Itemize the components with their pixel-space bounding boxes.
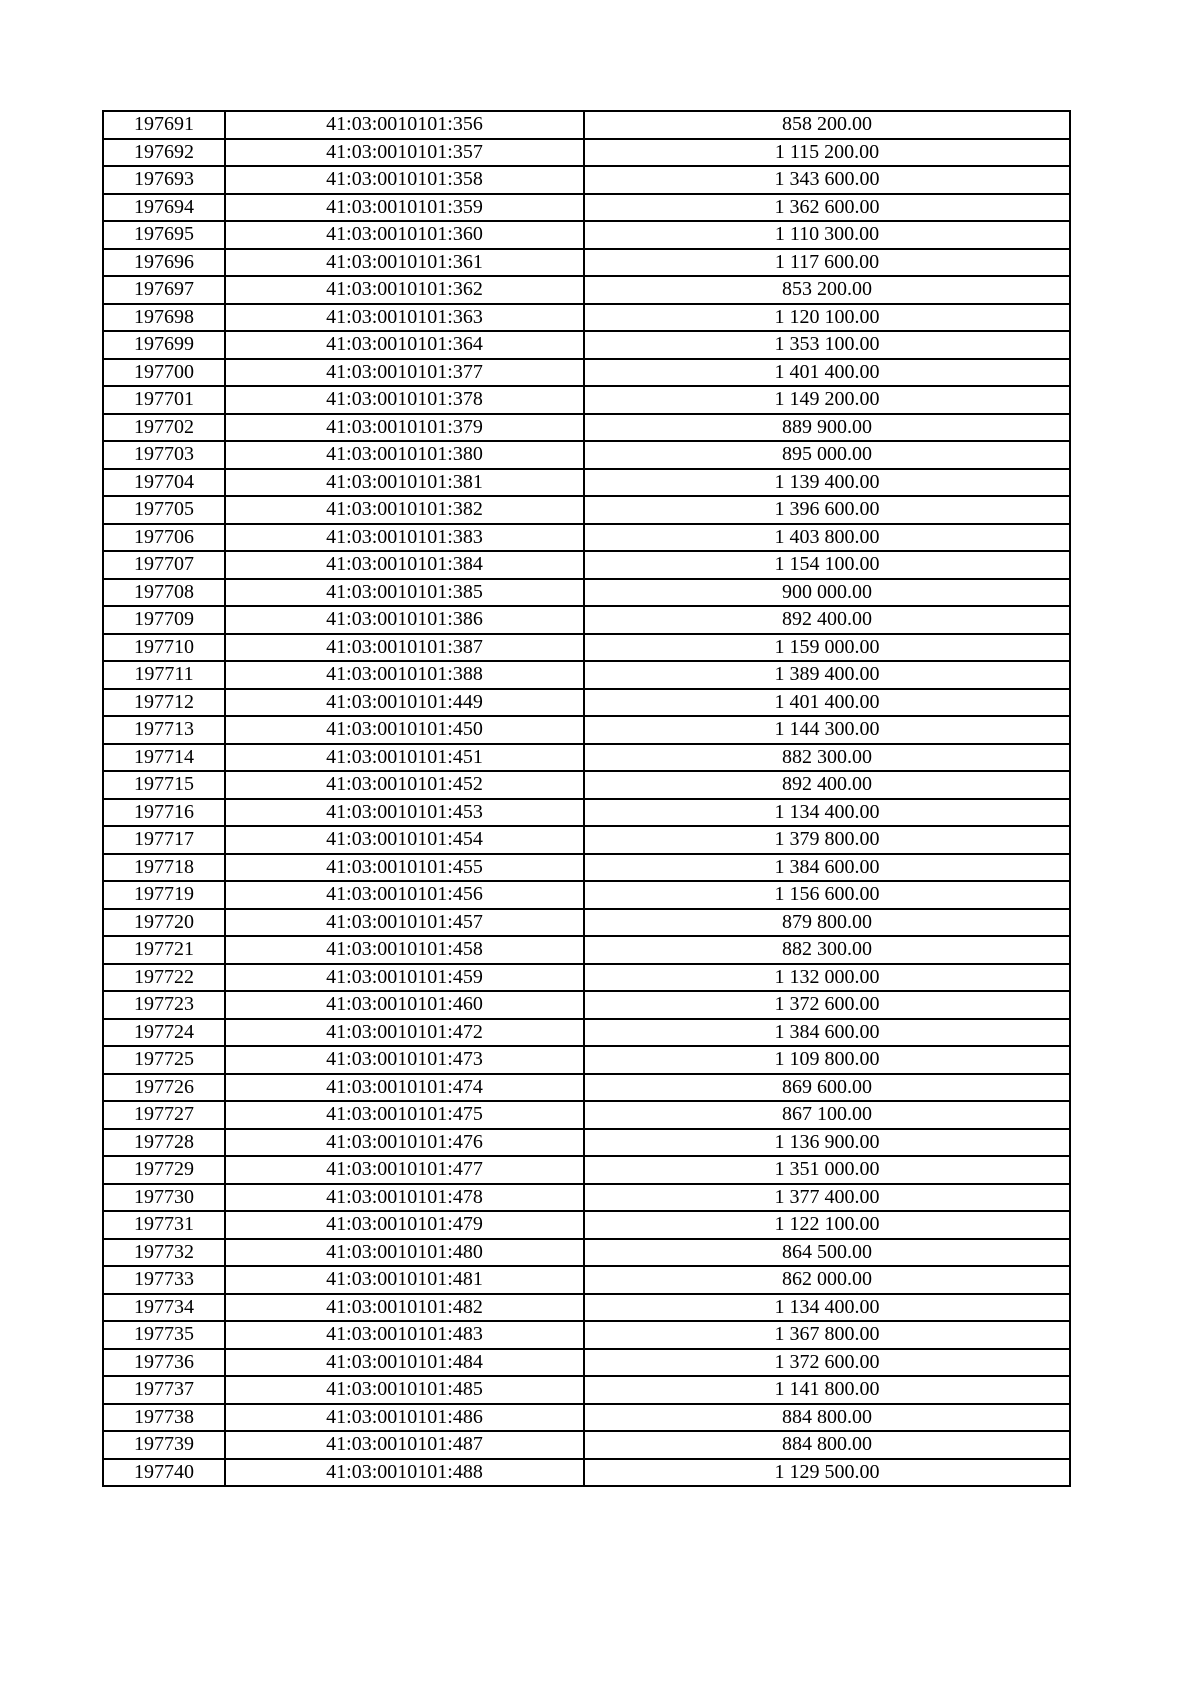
cadastral-number-cell: 41:03:0010101:449: [225, 689, 584, 717]
cadastral-number-cell: 41:03:0010101:453: [225, 799, 584, 827]
row-number-cell: 197722: [103, 964, 225, 992]
cadastral-number-cell: 41:03:0010101:363: [225, 304, 584, 332]
table-row: [103, 221, 1070, 249]
cadastral-number-cell: 41:03:0010101:483: [225, 1321, 584, 1349]
cadastral-number-cell: 41:03:0010101:481: [225, 1266, 584, 1294]
cadastral-number-cell: 41:03:0010101:378: [225, 386, 584, 414]
cadastral-value-cell: 1 351 000.00: [584, 1156, 1070, 1184]
cadastral-value-cell: 858 200.00: [584, 111, 1070, 139]
cadastral-value-cell: 1 149 200.00: [584, 386, 1070, 414]
cadastral-number-cell: 41:03:0010101:472: [225, 1019, 584, 1047]
row-number-cell: 197703: [103, 441, 225, 469]
row-number-cell: 197693: [103, 166, 225, 194]
row-number-cell: 197721: [103, 936, 225, 964]
row-number-cell: 197691: [103, 111, 225, 139]
cadastral-number-cell: 41:03:0010101:360: [225, 221, 584, 249]
cadastral-number-cell: 41:03:0010101:456: [225, 881, 584, 909]
cadastral-number-cell: 41:03:0010101:488: [225, 1459, 584, 1487]
row-number-cell: 197720: [103, 909, 225, 937]
cadastral-number-cell: 41:03:0010101:385: [225, 579, 584, 607]
cadastral-value-cell: 1 136 900.00: [584, 1129, 1070, 1157]
cadastral-value-cell: 900 000.00: [584, 579, 1070, 607]
table-row: [103, 1239, 1070, 1267]
table-row: [103, 606, 1070, 634]
table-row: [103, 1074, 1070, 1102]
cadastral-value-cell: 1 159 000.00: [584, 634, 1070, 662]
cadastral-number-cell: 41:03:0010101:480: [225, 1239, 584, 1267]
cadastral-value-cell: 1 132 000.00: [584, 964, 1070, 992]
cadastral-value-cell: 1 377 400.00: [584, 1184, 1070, 1212]
row-number-cell: 197726: [103, 1074, 225, 1102]
cadastral-number-cell: 41:03:0010101:479: [225, 1211, 584, 1239]
row-number-cell: 197695: [103, 221, 225, 249]
table-row: [103, 359, 1070, 387]
cadastral-value-cell: 1 141 800.00: [584, 1376, 1070, 1404]
row-number-cell: 197710: [103, 634, 225, 662]
row-number-cell: 197709: [103, 606, 225, 634]
cadastral-value-cell: 1 109 800.00: [584, 1046, 1070, 1074]
cadastral-number-cell: 41:03:0010101:359: [225, 194, 584, 222]
cadastral-number-cell: 41:03:0010101:388: [225, 661, 584, 689]
row-number-cell: 197711: [103, 661, 225, 689]
cadastral-value-cell: 1 401 400.00: [584, 689, 1070, 717]
cadastral-number-cell: 41:03:0010101:384: [225, 551, 584, 579]
row-number-cell: 197713: [103, 716, 225, 744]
cadastral-value-cell: 1 401 400.00: [584, 359, 1070, 387]
table-body: [103, 111, 1070, 1486]
cadastral-number-cell: 41:03:0010101:484: [225, 1349, 584, 1377]
table-row: [103, 1459, 1070, 1487]
cadastral-number-cell: 41:03:0010101:485: [225, 1376, 584, 1404]
table-row: [103, 579, 1070, 607]
table-row: [103, 441, 1070, 469]
cadastral-number-cell: 41:03:0010101:486: [225, 1404, 584, 1432]
cadastral-value-cell: 889 900.00: [584, 414, 1070, 442]
row-number-cell: 197718: [103, 854, 225, 882]
table-row: [103, 881, 1070, 909]
table-row: [103, 276, 1070, 304]
row-number-cell: 197727: [103, 1101, 225, 1129]
row-number-cell: 197740: [103, 1459, 225, 1487]
row-number-cell: 197697: [103, 276, 225, 304]
row-number-cell: 197702: [103, 414, 225, 442]
cadastral-value-cell: 1 117 600.00: [584, 249, 1070, 277]
table-row: [103, 524, 1070, 552]
cadastral-value-cell: 867 100.00: [584, 1101, 1070, 1129]
cadastral-value-cell: 1 353 100.00: [584, 331, 1070, 359]
table-row: [103, 854, 1070, 882]
table-row: [103, 304, 1070, 332]
cadastral-number-cell: 41:03:0010101:457: [225, 909, 584, 937]
table-row: [103, 1156, 1070, 1184]
table-row: [103, 194, 1070, 222]
cadastral-value-cell: 1 144 300.00: [584, 716, 1070, 744]
cadastral-value-cell: 853 200.00: [584, 276, 1070, 304]
row-number-cell: 197696: [103, 249, 225, 277]
row-number-cell: 197719: [103, 881, 225, 909]
row-number-cell: 197707: [103, 551, 225, 579]
cadastral-number-cell: 41:03:0010101:454: [225, 826, 584, 854]
table-row: [103, 496, 1070, 524]
row-number-cell: 197733: [103, 1266, 225, 1294]
row-number-cell: 197723: [103, 991, 225, 1019]
table-row: [103, 1321, 1070, 1349]
row-number-cell: 197700: [103, 359, 225, 387]
cadastral-number-cell: 41:03:0010101:377: [225, 359, 584, 387]
cadastral-value-cell: 1 389 400.00: [584, 661, 1070, 689]
cadastral-number-cell: 41:03:0010101:482: [225, 1294, 584, 1322]
cadastral-value-cell: 1 134 400.00: [584, 1294, 1070, 1322]
cadastral-number-cell: 41:03:0010101:459: [225, 964, 584, 992]
table-row: [103, 1211, 1070, 1239]
cadastral-number-cell: 41:03:0010101:450: [225, 716, 584, 744]
cadastral-value-cell: 1 367 800.00: [584, 1321, 1070, 1349]
table-row: [103, 1431, 1070, 1459]
cadastral-number-cell: 41:03:0010101:387: [225, 634, 584, 662]
cadastral-value-cell: 1 134 400.00: [584, 799, 1070, 827]
cadastral-number-cell: 41:03:0010101:380: [225, 441, 584, 469]
cadastral-value-cell: 1 372 600.00: [584, 991, 1070, 1019]
cadastral-number-cell: 41:03:0010101:383: [225, 524, 584, 552]
cadastral-value-cell: 1 384 600.00: [584, 1019, 1070, 1047]
table-row: [103, 331, 1070, 359]
row-number-cell: 197729: [103, 1156, 225, 1184]
table-row: [103, 1376, 1070, 1404]
cadastral-number-cell: 41:03:0010101:458: [225, 936, 584, 964]
row-number-cell: 197736: [103, 1349, 225, 1377]
cadastral-value-cell: 1 120 100.00: [584, 304, 1070, 332]
cadastral-value-cell: 1 122 100.00: [584, 1211, 1070, 1239]
cadastral-value-cell: 1 403 800.00: [584, 524, 1070, 552]
table-row: [103, 909, 1070, 937]
table-row: [103, 689, 1070, 717]
row-number-cell: 197705: [103, 496, 225, 524]
row-number-cell: 197737: [103, 1376, 225, 1404]
cadastral-number-cell: 41:03:0010101:478: [225, 1184, 584, 1212]
table-row: [103, 964, 1070, 992]
cadastral-value-cell: 884 800.00: [584, 1431, 1070, 1459]
row-number-cell: 197701: [103, 386, 225, 414]
table-row: [103, 469, 1070, 497]
table-row: [103, 1266, 1070, 1294]
cadastral-number-cell: 41:03:0010101:386: [225, 606, 584, 634]
cadastral-value-cell: 882 300.00: [584, 936, 1070, 964]
table-row: [103, 771, 1070, 799]
cadastral-value-cell: 892 400.00: [584, 606, 1070, 634]
row-number-cell: 197724: [103, 1019, 225, 1047]
row-number-cell: 197731: [103, 1211, 225, 1239]
table-row: [103, 661, 1070, 689]
table-row: [103, 1184, 1070, 1212]
table-row: [103, 991, 1070, 1019]
row-number-cell: 197728: [103, 1129, 225, 1157]
cadastral-number-cell: 41:03:0010101:362: [225, 276, 584, 304]
table-row: [103, 1294, 1070, 1322]
table-row: [103, 1019, 1070, 1047]
cadastral-value-cell: 884 800.00: [584, 1404, 1070, 1432]
cadastral-number-cell: 41:03:0010101:452: [225, 771, 584, 799]
table-row: [103, 744, 1070, 772]
row-number-cell: 197704: [103, 469, 225, 497]
row-number-cell: 197692: [103, 139, 225, 167]
table-row: [103, 386, 1070, 414]
row-number-cell: 197716: [103, 799, 225, 827]
table-row: [103, 166, 1070, 194]
table-row: [103, 139, 1070, 167]
row-number-cell: 197708: [103, 579, 225, 607]
cadastral-value-cell: 1 372 600.00: [584, 1349, 1070, 1377]
cadastral-number-cell: 41:03:0010101:474: [225, 1074, 584, 1102]
row-number-cell: 197735: [103, 1321, 225, 1349]
cadastral-value-cell: 1 379 800.00: [584, 826, 1070, 854]
table-row: [103, 936, 1070, 964]
table-row: [103, 799, 1070, 827]
table-row: [103, 634, 1070, 662]
row-number-cell: 197732: [103, 1239, 225, 1267]
table-row: [103, 111, 1070, 139]
cadastral-number-cell: 41:03:0010101:477: [225, 1156, 584, 1184]
table-row: [103, 1129, 1070, 1157]
cadastral-number-cell: 41:03:0010101:358: [225, 166, 584, 194]
cadastral-value-cell: 882 300.00: [584, 744, 1070, 772]
table-row: [103, 1404, 1070, 1432]
cadastral-value-cell: 869 600.00: [584, 1074, 1070, 1102]
table-row: [103, 1046, 1070, 1074]
table-row: [103, 826, 1070, 854]
cadastral-value-cell: 1 396 600.00: [584, 496, 1070, 524]
cadastral-number-cell: 41:03:0010101:451: [225, 744, 584, 772]
cadastral-value-cell: 864 500.00: [584, 1239, 1070, 1267]
cadastral-number-cell: 41:03:0010101:356: [225, 111, 584, 139]
cadastral-value-cell: 895 000.00: [584, 441, 1070, 469]
row-number-cell: 197712: [103, 689, 225, 717]
cadastral-number-cell: 41:03:0010101:487: [225, 1431, 584, 1459]
cadastral-value-cell: 1 156 600.00: [584, 881, 1070, 909]
cadastral-number-cell: 41:03:0010101:382: [225, 496, 584, 524]
row-number-cell: 197725: [103, 1046, 225, 1074]
cadastral-value-table: [102, 110, 1071, 1487]
table-row: [103, 716, 1070, 744]
cadastral-value-cell: 862 000.00: [584, 1266, 1070, 1294]
cadastral-value-cell: 1 362 600.00: [584, 194, 1070, 222]
table-row: [103, 551, 1070, 579]
cadastral-number-cell: 41:03:0010101:473: [225, 1046, 584, 1074]
table-row: [103, 414, 1070, 442]
row-number-cell: 197694: [103, 194, 225, 222]
cadastral-value-cell: 1 384 600.00: [584, 854, 1070, 882]
row-number-cell: 197734: [103, 1294, 225, 1322]
row-number-cell: 197738: [103, 1404, 225, 1432]
cadastral-number-cell: 41:03:0010101:361: [225, 249, 584, 277]
cadastral-value-cell: 1 154 100.00: [584, 551, 1070, 579]
table-row: [103, 249, 1070, 277]
table-row: [103, 1349, 1070, 1377]
cadastral-number-cell: 41:03:0010101:475: [225, 1101, 584, 1129]
row-number-cell: 197739: [103, 1431, 225, 1459]
cadastral-number-cell: 41:03:0010101:455: [225, 854, 584, 882]
row-number-cell: 197706: [103, 524, 225, 552]
cadastral-value-cell: 1 110 300.00: [584, 221, 1070, 249]
cadastral-number-cell: 41:03:0010101:379: [225, 414, 584, 442]
row-number-cell: 197714: [103, 744, 225, 772]
row-number-cell: 197715: [103, 771, 225, 799]
cadastral-number-cell: 41:03:0010101:364: [225, 331, 584, 359]
cadastral-value-cell: 1 129 500.00: [584, 1459, 1070, 1487]
cadastral-number-cell: 41:03:0010101:357: [225, 139, 584, 167]
cadastral-value-cell: 879 800.00: [584, 909, 1070, 937]
table-row: [103, 1101, 1070, 1129]
cadastral-number-cell: 41:03:0010101:460: [225, 991, 584, 1019]
cadastral-value-cell: 892 400.00: [584, 771, 1070, 799]
cadastral-value-cell: 1 115 200.00: [584, 139, 1070, 167]
row-number-cell: 197699: [103, 331, 225, 359]
cadastral-number-cell: 41:03:0010101:476: [225, 1129, 584, 1157]
row-number-cell: 197717: [103, 826, 225, 854]
cadastral-value-cell: 1 343 600.00: [584, 166, 1070, 194]
cadastral-value-cell: 1 139 400.00: [584, 469, 1070, 497]
row-number-cell: 197730: [103, 1184, 225, 1212]
cadastral-number-cell: 41:03:0010101:381: [225, 469, 584, 497]
row-number-cell: 197698: [103, 304, 225, 332]
